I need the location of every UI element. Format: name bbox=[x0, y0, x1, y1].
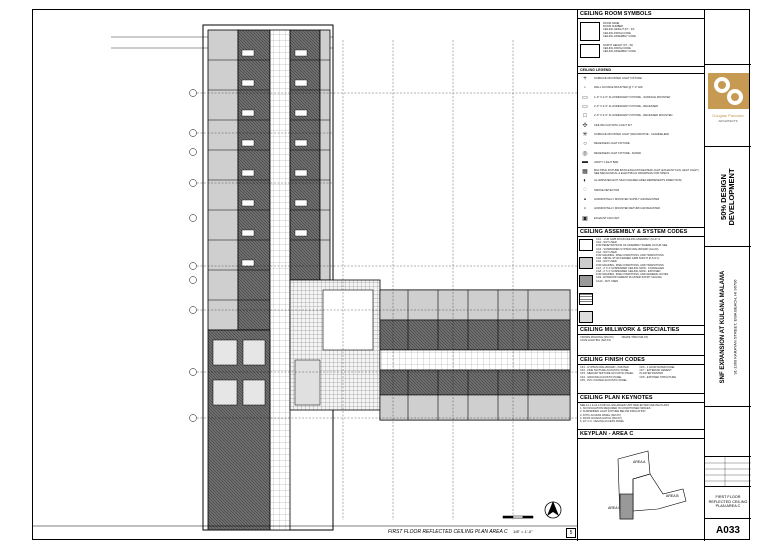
legend-item bbox=[578, 74, 704, 83]
keyplan-label-b: AREA B bbox=[666, 494, 679, 498]
assembly-swatch bbox=[579, 311, 593, 323]
legend-item bbox=[578, 102, 704, 111]
keynote: 2. SUSPENDED LIGHT FIXTURE BELOW INSULATION bbox=[580, 410, 646, 414]
legend-symbol-icon: ✳ bbox=[582, 131, 588, 138]
section-heading: CEILING LEGEND bbox=[578, 67, 704, 74]
legend-item bbox=[578, 148, 704, 157]
finish-code: CF5 - PVC COATED ACOUSTIC PANEL bbox=[580, 378, 627, 382]
room-symbol-a bbox=[578, 19, 704, 42]
legend-item bbox=[578, 167, 704, 176]
legend-symbol-icon: ◌ bbox=[583, 187, 587, 194]
legend-sidebar bbox=[577, 10, 704, 541]
symbol-line: ROOM NUMBER bbox=[603, 25, 624, 29]
section-heading: CEILING ASSEMBLY & SYSTEM CODES bbox=[578, 228, 704, 237]
keyplan-label-c: AREA C bbox=[608, 506, 621, 510]
section-heading: CEILING PLAN KEYNOTES bbox=[578, 394, 704, 403]
design-stage: 50% DESIGN DEVELOPMENT bbox=[719, 167, 736, 226]
assembly-code: FOR PENETRATIONS OF ASSEMBLY WHERE OCCUR SEE bbox=[596, 244, 668, 248]
symbol-line: ROOM NAME bbox=[603, 22, 620, 25]
legend-item bbox=[578, 93, 704, 102]
legend-label: VANITY LIGHT BAR bbox=[594, 160, 619, 164]
assembly-code: CA3 - SUSPENDED GYPSUM WALLBOARD (GA-03) bbox=[596, 247, 659, 251]
assembly-code: FOR GRADING, RISE CONDITIONS, AND TRANSITIONS bbox=[596, 254, 664, 258]
legend-item bbox=[578, 176, 704, 185]
assembly-code: CA4 - NOT USED bbox=[596, 250, 617, 254]
symbol-line: CEILING HEIGHT (FT - IN) bbox=[603, 28, 635, 32]
symbol-line: CEILING FINISH CODE bbox=[603, 31, 631, 35]
legend-symbol-icon: ○ bbox=[583, 140, 587, 147]
legend-item bbox=[578, 186, 704, 195]
assembly-list bbox=[594, 237, 670, 325]
assembly-swatch bbox=[579, 275, 593, 287]
stage-cell bbox=[705, 147, 751, 247]
legend-symbol-icon: + bbox=[583, 75, 587, 82]
project-cell bbox=[705, 247, 751, 407]
title-block bbox=[704, 10, 751, 541]
legend-symbol-icon: ✣ bbox=[582, 122, 588, 129]
legend-label: 2'-0" X 4'-0" FLUORESCENT FIXTURE - RECESSED bbox=[594, 105, 659, 109]
legend-item bbox=[578, 195, 704, 204]
legend-item bbox=[578, 111, 704, 120]
legend-label: EXHAUST FAN UNIT bbox=[594, 216, 620, 220]
legend-label: SMOKE DETECTOR bbox=[594, 188, 620, 192]
symbol-line: CEILING FINISH CODE bbox=[603, 47, 631, 51]
legend-symbol-icon: □ bbox=[583, 112, 587, 119]
plan-scale: 1/8" = 1'-0" bbox=[513, 529, 533, 534]
keynote: 5. 16" O.C. CEILING ACCESS PANEL bbox=[580, 420, 625, 424]
revision-grid bbox=[705, 457, 751, 487]
assembly-code: CA9 - EXTERIOR CEMENT PLASTER SOFFIT CEILING bbox=[596, 276, 662, 280]
legend-item bbox=[578, 120, 704, 129]
blank-cell bbox=[705, 10, 751, 65]
room-symbol-b bbox=[578, 42, 704, 60]
finish-code: PLASTER PAINTED bbox=[639, 372, 664, 376]
firm-logo-icon bbox=[706, 71, 751, 111]
keynote: 3. ATTIC ACCESS PANEL (SM-XX) bbox=[580, 413, 621, 417]
legend-symbol-icon: ▦ bbox=[582, 169, 588, 176]
room-tag-icon bbox=[580, 22, 600, 41]
legend-label: CEILING FAN WITH LIGHT KIT bbox=[594, 123, 632, 127]
legend-item bbox=[578, 158, 704, 167]
sheet-title-cell bbox=[705, 487, 751, 519]
assembly-code: CA10 - NOT USED bbox=[596, 279, 619, 283]
keyplan-area-c-highlight bbox=[620, 494, 633, 519]
legend-item bbox=[578, 204, 704, 213]
detail-ref-number: 5 bbox=[566, 528, 576, 538]
assembly-code: FOR GRADING, RISE CONDITIONS, AND TRANSITIONS bbox=[596, 263, 664, 267]
finish-code: CF7 - EXTERIOR CEMENT bbox=[639, 369, 672, 373]
legend-label: SURFACE MOUNTED LIGHT (DECORATIVE - CHANDELIER) bbox=[594, 132, 670, 136]
symbol-line: CEILING ASSEMBLY CODE bbox=[603, 34, 636, 38]
assembly-code: CA1 - 1 HR GWB ROOF/CEILING ASSEMBLY (UL47 & bbox=[596, 238, 661, 241]
symbol-line: SOFFIT HEIGHT (FT - IN) bbox=[603, 44, 634, 47]
legend-label: RECESSED LIGHT FIXTURE bbox=[594, 142, 630, 146]
legend-label: MULTIPLE FIXTURE BATH EXHAUST/HEATER LIGHT (EXHAUST FAN, HEAT LIGHT) SEE MECHANICAL & ELECTRICAL DRAWINGS FOR SPECS bbox=[594, 168, 699, 175]
millwork-item: CROWN MOLDING (SM-XX) bbox=[580, 336, 614, 339]
section-heading: CEILING FINISH CODES bbox=[578, 356, 704, 365]
legend-symbol-icon: ▣ bbox=[582, 215, 588, 222]
millwork-section bbox=[578, 326, 704, 356]
assembly-code: CA5 - METAL STUD FRAMED GWB SOFFIT (F-5.0/ 1) bbox=[596, 257, 660, 261]
keyplan-label-a: AREA A bbox=[633, 460, 646, 464]
legend-symbol-icon: ▭ bbox=[582, 94, 588, 101]
legend-symbol-icon: ◐ bbox=[583, 177, 587, 184]
legend-label: SURFACE MOUNTED LIGHT FIXTURE bbox=[594, 77, 642, 81]
millwork-item: DRAPE TRIM (SM-XX) bbox=[621, 336, 649, 339]
legend-symbol-icon: ▬ bbox=[582, 159, 588, 166]
finish-code: CF4 - GROUND ACOUSTIC PANEL bbox=[580, 375, 622, 379]
legend-label: HORIZONTALLY MOUNTED RETURN AIR REGISTER bbox=[594, 207, 660, 211]
assembly-swatch bbox=[579, 293, 593, 305]
section-heading: CEILING MILLWORK & SPECIALTIES bbox=[578, 326, 704, 335]
sheet-title: FIRST FLOOR REFLECTED CEILING PLAN AREA C bbox=[708, 495, 748, 508]
soffit-tag-icon bbox=[580, 44, 600, 58]
assembly-code: FOR GRADING, RISE CONDITIONS, AND GENERAL NOTES bbox=[596, 273, 669, 277]
legend-symbol-icon: ▫ bbox=[583, 205, 587, 212]
assembly-code: CA7 - 2' X 4' SUSPENDED CEILING GRID - CONCEALED bbox=[596, 266, 665, 270]
sheet-number-cell bbox=[705, 519, 751, 541]
ceiling-legend-section bbox=[578, 67, 704, 228]
legend-symbol-icon: ▪ bbox=[583, 196, 587, 203]
legend-item bbox=[578, 83, 704, 92]
millwork-item: COVE LIGHTING (SM-XX) bbox=[580, 339, 611, 343]
room-symbols-section bbox=[578, 10, 704, 67]
legend-label: ILLUMINATED EXIT SIGN (SHADED AREA REPRESENTS DIRECTION) bbox=[594, 179, 682, 183]
project-address: 91-1360 KARAYAN STREET, EWA BEACH, HI 96706 bbox=[732, 278, 738, 375]
legend-item bbox=[578, 213, 704, 222]
legend-item bbox=[578, 139, 704, 148]
legend-label: 1'-0" X 4'-0" FLUORESCENT FIXTURE - SURFACE MOUNTED bbox=[594, 95, 671, 99]
section-heading: KEYPLAN - AREA C bbox=[578, 430, 704, 439]
finish-codes-section bbox=[578, 356, 704, 394]
legend-symbol-icon: ◦ bbox=[583, 84, 587, 91]
finish-code: CF3 - MEDIUM TEXTURE ACOUSTIC PANEL bbox=[580, 372, 634, 376]
legend-label: 2'-0" X 2'-0" FLUORESCENT FIXTURE - RECESSED MOUNTED bbox=[594, 114, 673, 118]
project-name: SNF EXPANSION AT KULANA MALAMA bbox=[720, 270, 726, 383]
firm-subtitle: ARCHITECTS bbox=[718, 119, 738, 123]
revision-table bbox=[705, 457, 751, 487]
drawing-sheet bbox=[32, 9, 750, 540]
sheet-number: A033 bbox=[716, 524, 740, 536]
finish-code: CF8 - EXPOSED STRUCTURE bbox=[639, 375, 676, 379]
blank-cell-2 bbox=[705, 407, 751, 457]
firm-logo-cell bbox=[705, 65, 751, 147]
assembly-swatch bbox=[579, 239, 593, 251]
keyplan-drawing bbox=[578, 439, 703, 534]
keynotes-section bbox=[578, 394, 704, 430]
ceiling-plan bbox=[33, 10, 577, 541]
assembly-code: CA8 - 2' X 2' SUSPENDED CEILING GRID - EXPOSED bbox=[596, 270, 661, 274]
legend-list bbox=[578, 74, 704, 223]
finish-code: CF1 - GYPSUM WALLBOARD - PAINTED bbox=[580, 366, 629, 369]
assembly-code: CA2 - NOT USED bbox=[596, 241, 617, 245]
symbol-line: CEILING ASSEMBLY CODE bbox=[603, 50, 636, 54]
plan-title: FIRST FLOOR REFLECTED CEILING PLAN AREA C bbox=[388, 529, 508, 535]
section-heading: CEILING ROOM SYMBOLS bbox=[578, 10, 704, 19]
legend-label: HORIZONTALLY MOUNTED SUPPLY AIR REGISTER bbox=[594, 198, 660, 201]
assembly-codes-section bbox=[578, 228, 704, 326]
legend-label: WALL SCONCE MOUNTED @ 7'-0" AFF bbox=[594, 86, 643, 90]
assembly-code: CA6 - NOT USED bbox=[596, 260, 617, 264]
north-arrow-icon bbox=[545, 501, 561, 518]
finish-code: CF2 - FINE TEXTURE ACOUSTIC PANEL bbox=[580, 369, 629, 373]
legend-label: RECESSED LIGHT FIXTURE - RATED bbox=[594, 151, 641, 155]
keyplan-section bbox=[578, 430, 704, 541]
floor-plan-drawing bbox=[33, 10, 577, 541]
finish-code: CF6 - 1 HOUR RATED PANEL bbox=[639, 366, 675, 369]
keynote: 1. NO INSULATION REQUIRED IN CONDITIONED SPACES bbox=[580, 407, 651, 411]
legend-symbol-icon: ◎ bbox=[582, 150, 588, 157]
keynote: SEE A1.1 & A1.4 FOR ALL ENLARGED UNIT REFLECTED CEILING PLANS bbox=[580, 404, 669, 407]
legend-symbol-icon: ▭ bbox=[582, 104, 588, 111]
assembly-swatch bbox=[579, 257, 593, 269]
legend-item bbox=[578, 130, 704, 139]
keynote: 4. ROOF ACCESS HATCH (SM-XX) bbox=[580, 416, 622, 420]
firm-name: Douglas Pancake bbox=[712, 113, 744, 118]
